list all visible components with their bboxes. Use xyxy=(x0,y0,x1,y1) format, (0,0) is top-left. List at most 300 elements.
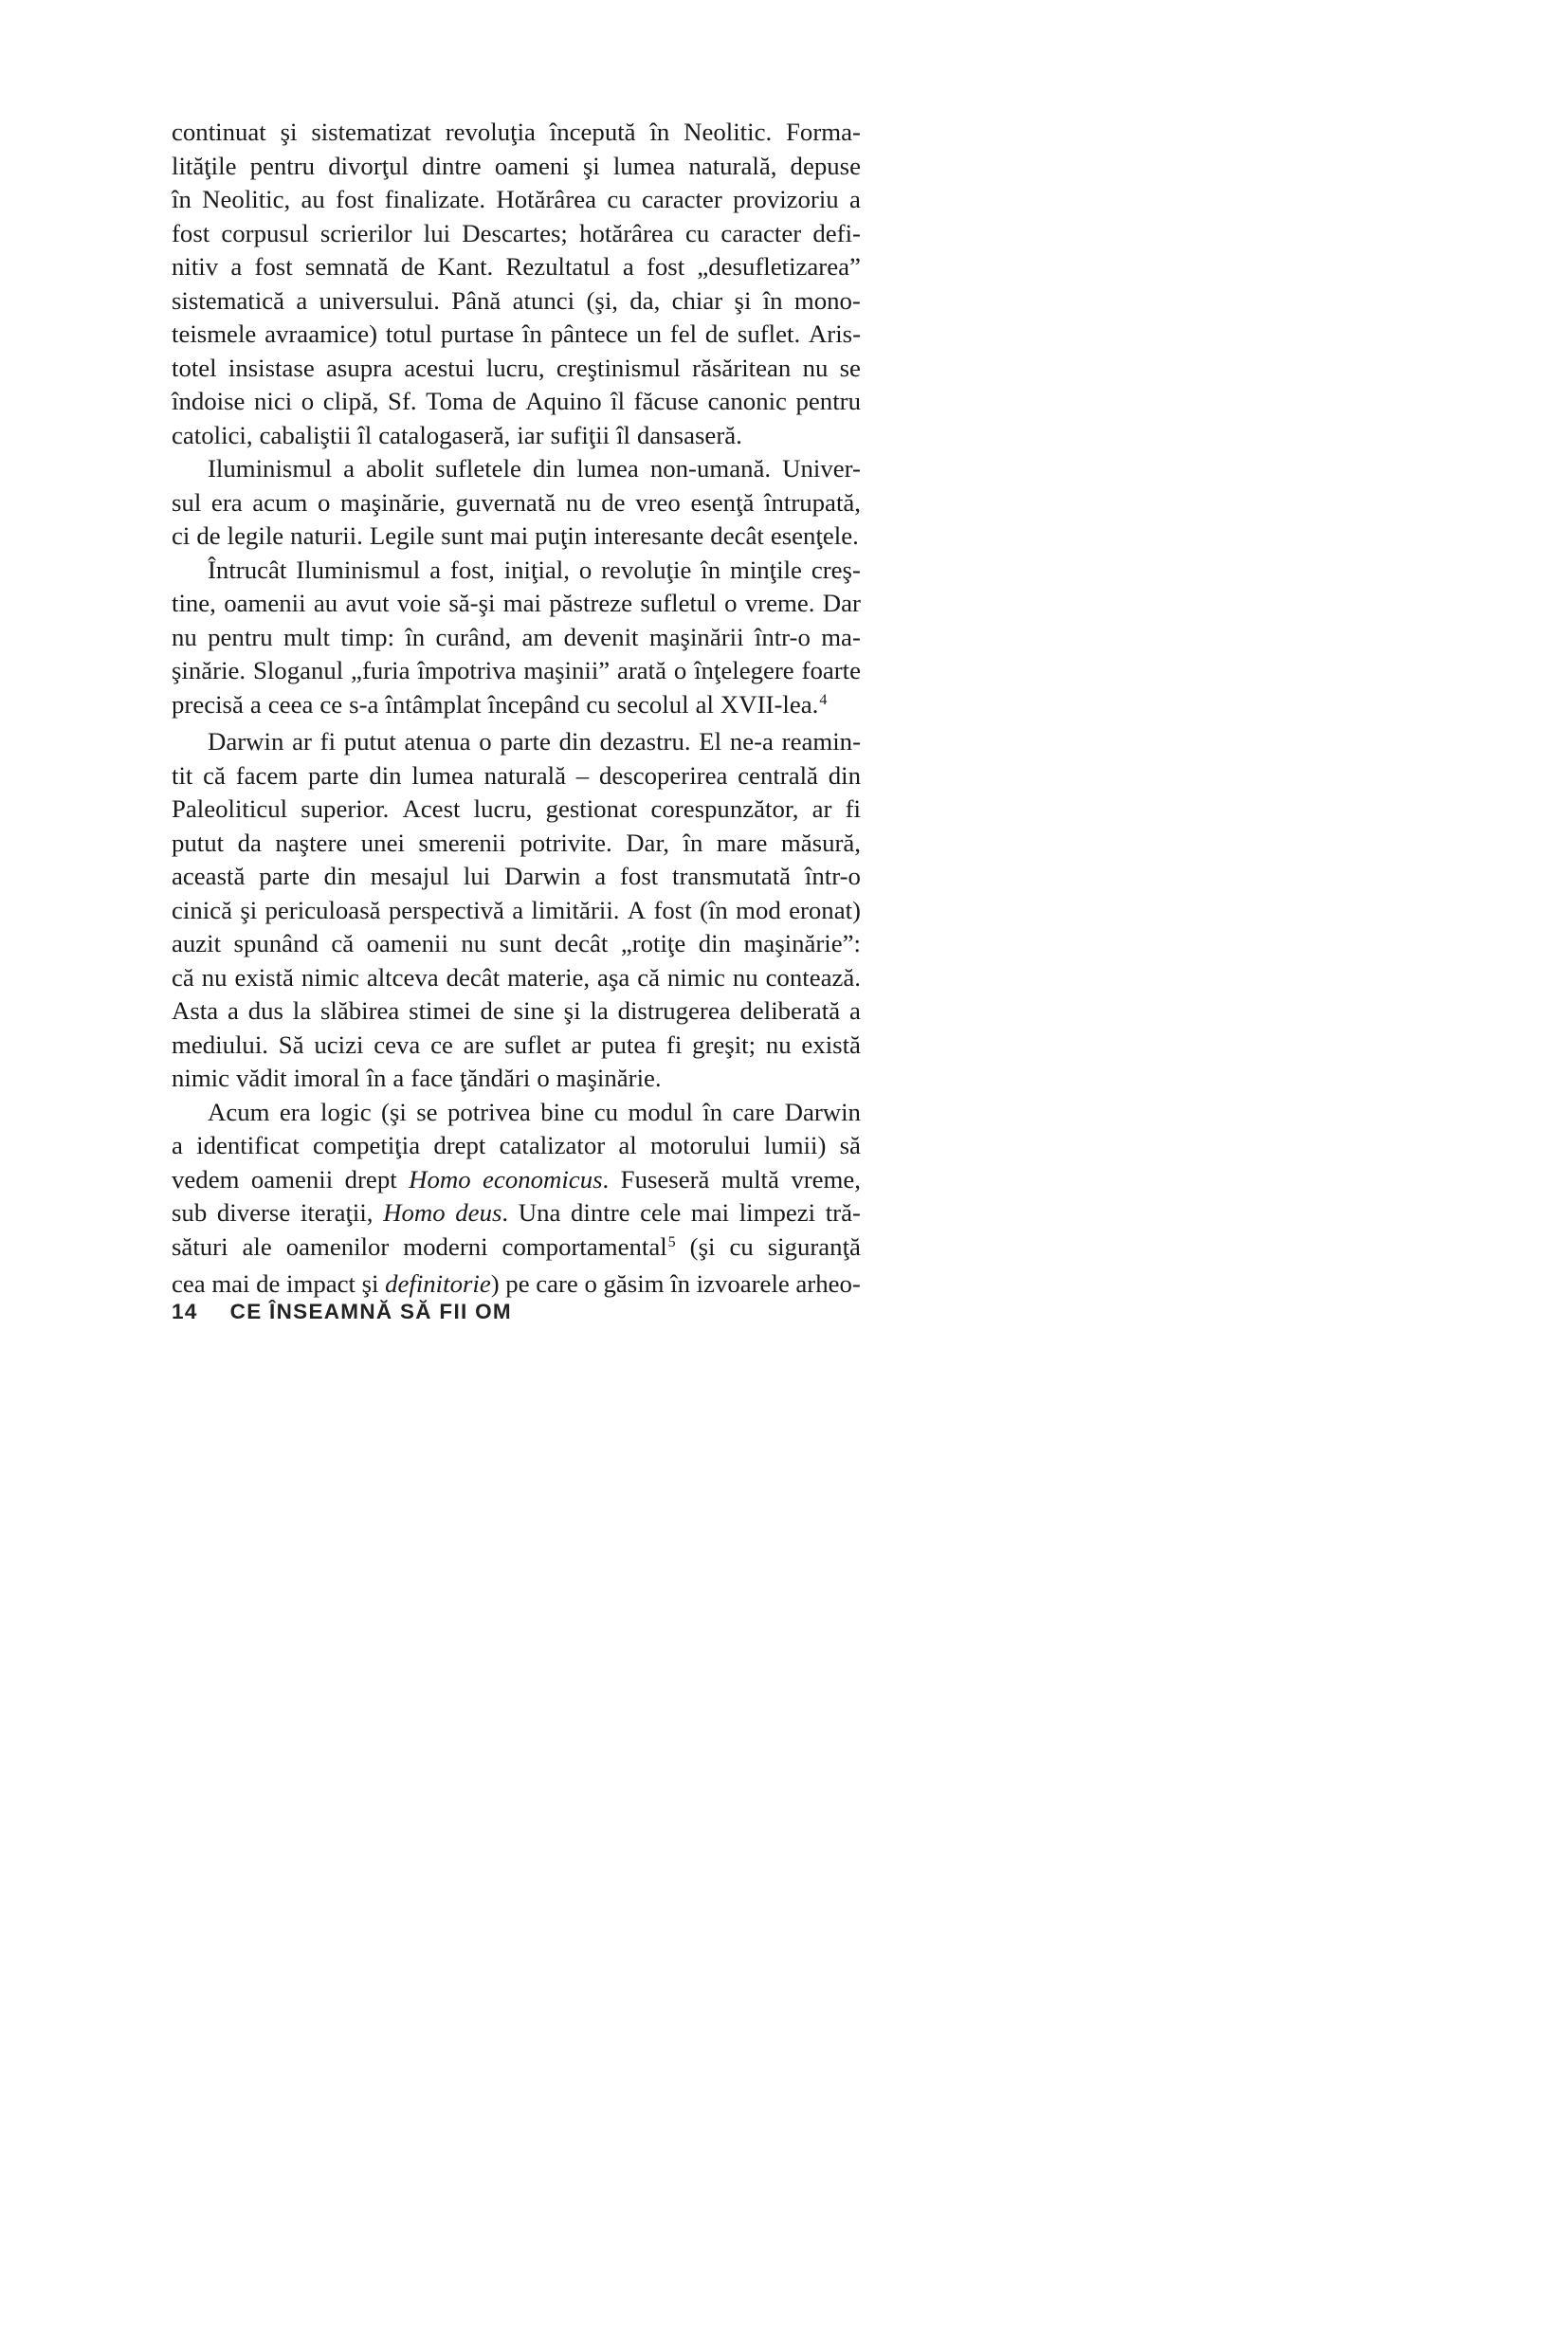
word xyxy=(230,250,242,284)
word xyxy=(801,1029,861,1063)
text-fragment: dezastru. xyxy=(599,727,691,756)
word xyxy=(345,1163,397,1197)
text-fragment: multă xyxy=(720,1164,779,1194)
text-fragment: măsură, xyxy=(780,828,861,857)
text-fragment: Homo xyxy=(383,1198,446,1227)
word xyxy=(441,318,514,352)
word xyxy=(172,1267,206,1302)
text-fragment: fost xyxy=(653,895,692,924)
word xyxy=(234,927,319,961)
word xyxy=(260,419,352,453)
word xyxy=(416,1096,437,1130)
text-fragment: definitorie xyxy=(385,1269,491,1298)
text-fragment: Aris- xyxy=(808,319,861,348)
word xyxy=(496,183,596,217)
word xyxy=(208,554,286,588)
text-fragment: altceva xyxy=(366,962,439,992)
word xyxy=(211,486,243,520)
word xyxy=(618,994,731,1029)
text-fragment: spunând xyxy=(233,929,319,957)
word xyxy=(613,150,675,184)
word xyxy=(690,1230,716,1268)
word xyxy=(594,1096,618,1130)
word xyxy=(464,1029,495,1063)
text-fragment: defi- xyxy=(812,218,861,247)
text-fragment: a xyxy=(249,689,262,719)
text-fragment: la xyxy=(590,996,609,1025)
word xyxy=(617,654,666,688)
word xyxy=(505,1267,529,1302)
paragraph xyxy=(172,116,861,452)
word xyxy=(626,827,669,861)
word xyxy=(361,827,405,861)
text-fragment: atenua xyxy=(404,727,471,756)
text-line xyxy=(172,318,861,352)
word xyxy=(172,116,266,150)
text-fragment: economicus xyxy=(483,1164,603,1194)
text-fragment: nu xyxy=(765,1030,792,1059)
text-fragment: sunt xyxy=(499,929,542,957)
word xyxy=(505,250,610,284)
word xyxy=(202,183,290,217)
word xyxy=(502,1230,676,1268)
text-fragment: că xyxy=(637,962,660,992)
text-fragment: . xyxy=(501,1198,509,1227)
text-fragment: esenţă xyxy=(690,487,755,517)
text-fragment: transmutată xyxy=(672,862,792,890)
text-line xyxy=(172,1267,861,1302)
text-fragment: catolici, xyxy=(172,420,253,449)
text-fragment: ne-a xyxy=(729,727,774,756)
word xyxy=(634,385,699,419)
word xyxy=(172,150,236,184)
word xyxy=(766,1029,792,1063)
word xyxy=(447,1096,531,1130)
text-fragment: care xyxy=(536,1269,578,1298)
word xyxy=(367,1062,387,1096)
text-fragment: scrierilor xyxy=(319,218,412,247)
word xyxy=(795,1267,860,1302)
word xyxy=(576,452,638,486)
word xyxy=(571,1029,591,1063)
text-fragment: a xyxy=(230,252,243,281)
word xyxy=(367,961,439,995)
word xyxy=(536,1267,578,1302)
word xyxy=(250,150,315,184)
text-fragment: Forma- xyxy=(786,118,861,146)
text-fragment: acum xyxy=(252,487,308,517)
text-line xyxy=(172,827,861,861)
text-fragment: insistase xyxy=(228,353,315,382)
word xyxy=(464,860,490,894)
word xyxy=(628,1096,692,1130)
word xyxy=(371,860,449,894)
word xyxy=(402,793,460,827)
text-fragment: din xyxy=(558,727,592,756)
word xyxy=(513,284,574,319)
word xyxy=(503,587,541,621)
text-fragment: putut xyxy=(172,828,225,857)
word xyxy=(694,654,794,688)
word xyxy=(500,725,551,759)
text-fragment: era xyxy=(210,487,243,517)
text-fragment: arată xyxy=(616,656,667,684)
text-fragment: decât xyxy=(710,521,764,550)
word xyxy=(551,419,611,453)
text-fragment: mai xyxy=(489,521,529,550)
word xyxy=(738,759,818,793)
text-fragment: puţin xyxy=(535,521,588,550)
text-fragment: a xyxy=(849,185,861,213)
word xyxy=(319,688,342,726)
page-footer xyxy=(172,1300,512,1324)
text-fragment: înţelegere xyxy=(694,656,794,684)
text-fragment: Darwin xyxy=(504,862,581,890)
text-fragment: nici xyxy=(253,387,293,415)
text-line xyxy=(172,385,861,419)
text-line xyxy=(172,150,861,184)
word xyxy=(172,793,287,827)
text-fragment: şi xyxy=(582,151,600,180)
text-fragment: să xyxy=(839,1131,861,1159)
text-fragment: o xyxy=(479,727,492,756)
text-fragment: vreme. xyxy=(744,589,815,617)
word xyxy=(684,116,772,150)
word xyxy=(764,486,861,520)
text-fragment: au xyxy=(313,589,338,617)
word xyxy=(512,894,523,928)
text-fragment: caracter xyxy=(641,185,722,213)
word xyxy=(409,994,471,1029)
word xyxy=(621,1163,710,1197)
text-line xyxy=(172,621,861,655)
text-line xyxy=(172,1029,861,1063)
text-fragment: cele xyxy=(640,1198,682,1227)
word xyxy=(264,318,377,352)
word xyxy=(256,1267,280,1302)
word xyxy=(172,1196,207,1230)
word xyxy=(369,759,401,793)
word xyxy=(730,725,774,759)
text-fragment: „furia xyxy=(351,656,410,684)
text-fragment: aşa xyxy=(597,962,630,992)
text-fragment: ţăndări xyxy=(459,1064,531,1092)
word xyxy=(217,1196,290,1230)
word xyxy=(254,250,292,284)
text-fragment: caracter xyxy=(720,218,802,247)
word xyxy=(436,621,512,655)
text-fragment: Hotărârea xyxy=(496,185,597,213)
text-fragment: de xyxy=(601,487,626,517)
text-fragment: există xyxy=(801,1030,861,1059)
text-fragment: are xyxy=(463,1030,495,1059)
text-fragment: Neolitic. xyxy=(684,118,773,146)
word xyxy=(211,1267,249,1302)
word xyxy=(768,1230,861,1268)
word xyxy=(422,150,482,184)
text-fragment: lumea xyxy=(576,454,639,483)
text-fragment: sul xyxy=(172,487,202,517)
text-fragment: ci xyxy=(172,521,191,550)
word xyxy=(730,554,802,588)
text-line xyxy=(172,994,861,1029)
word xyxy=(367,927,448,961)
word xyxy=(620,860,658,894)
page-number: 14 xyxy=(172,1300,198,1323)
text-fragment: Fuseseră xyxy=(620,1164,710,1194)
text-fragment: a xyxy=(392,1064,405,1092)
text-fragment: legile xyxy=(227,521,284,550)
word xyxy=(849,183,861,217)
text-fragment: s-a xyxy=(349,689,379,719)
word xyxy=(490,519,528,554)
word xyxy=(318,486,330,520)
text-fragment: a xyxy=(227,996,239,1025)
text-fragment: fi xyxy=(665,1030,683,1059)
word xyxy=(301,793,389,827)
text-fragment: ar xyxy=(571,1030,592,1059)
text-line xyxy=(172,961,861,995)
text-fragment: imoral xyxy=(293,1064,360,1092)
text-fragment: drept xyxy=(433,1131,486,1159)
word xyxy=(251,1163,333,1197)
word xyxy=(809,318,861,352)
word xyxy=(829,759,861,793)
text-fragment: continuat xyxy=(172,118,266,146)
text-fragment: sunt xyxy=(441,521,483,550)
text-fragment: motorului xyxy=(649,1131,751,1159)
text-fragment: se xyxy=(839,353,861,382)
word xyxy=(320,1096,372,1130)
text-fragment: şi xyxy=(240,895,258,924)
word xyxy=(796,385,861,419)
text-fragment: mult xyxy=(283,622,331,651)
word xyxy=(696,688,714,726)
word xyxy=(803,352,829,386)
word xyxy=(301,183,325,217)
text-fragment: îl xyxy=(611,387,626,415)
text-fragment: curând, xyxy=(435,622,512,651)
word xyxy=(600,725,691,759)
word xyxy=(172,927,221,961)
text-fragment: un xyxy=(636,319,662,348)
text-fragment: oamenilor xyxy=(285,1231,390,1261)
word xyxy=(739,994,840,1029)
word xyxy=(559,725,592,759)
word xyxy=(448,587,495,621)
word xyxy=(739,1196,815,1230)
word xyxy=(286,1267,356,1302)
text-fragment: Dar xyxy=(822,589,861,617)
text-fragment: purtase xyxy=(440,319,515,348)
text-fragment: Descartes; xyxy=(462,218,568,247)
text-fragment: deliberată xyxy=(739,996,841,1025)
word xyxy=(172,1129,183,1163)
word xyxy=(362,1267,379,1302)
text-fragment: lui xyxy=(463,862,491,890)
word xyxy=(649,116,669,150)
word xyxy=(766,961,861,995)
text-line xyxy=(172,654,861,688)
text-fragment: pântece xyxy=(550,319,629,348)
text-fragment: din xyxy=(369,760,402,790)
text-fragment: maşinii” xyxy=(523,656,611,684)
text-fragment: Sf. xyxy=(388,387,417,415)
word xyxy=(275,827,347,861)
word xyxy=(717,827,768,861)
word xyxy=(692,352,791,386)
text-fragment: superior. xyxy=(301,794,390,823)
text-fragment: fost xyxy=(620,862,659,890)
text-fragment: în xyxy=(649,118,670,146)
word xyxy=(349,688,378,726)
text-fragment: minţile xyxy=(730,555,802,584)
text-fragment: naturală xyxy=(483,760,566,790)
text-fragment: există xyxy=(234,962,294,992)
text-fragment: A xyxy=(627,895,647,924)
word xyxy=(791,1163,861,1197)
text-fragment: maşinărie, xyxy=(340,487,446,517)
text-fragment: sături xyxy=(172,1231,228,1261)
word xyxy=(802,654,861,688)
text-fragment: da, xyxy=(629,285,661,315)
word xyxy=(670,1267,690,1302)
text-fragment: Legile xyxy=(369,521,435,550)
text-fragment: în xyxy=(366,1064,387,1092)
word xyxy=(555,927,609,961)
word xyxy=(228,994,239,1029)
text-fragment: de xyxy=(256,1269,281,1298)
text-fragment: nu xyxy=(172,622,197,651)
text-fragment: de xyxy=(480,996,504,1025)
text-fragment: a xyxy=(343,454,355,483)
word xyxy=(462,217,568,251)
text-fragment: Iluminismul xyxy=(208,454,333,483)
word xyxy=(537,1062,549,1096)
word xyxy=(517,419,543,453)
word xyxy=(794,284,861,319)
text-fragment: sistematizat xyxy=(311,118,431,146)
text-fragment: cu xyxy=(729,1231,754,1261)
text-fragment: să-şi xyxy=(448,589,496,617)
word xyxy=(340,621,394,655)
text-fragment: dintre xyxy=(571,1198,630,1227)
word xyxy=(690,486,754,520)
text-fragment: o xyxy=(537,1064,550,1092)
word xyxy=(601,554,691,588)
paragraph xyxy=(172,554,861,726)
word xyxy=(849,994,861,1029)
text-fragment: eronat) xyxy=(789,895,861,924)
text-fragment: „desufletizarea” xyxy=(697,252,861,281)
text-fragment: stimei xyxy=(409,996,471,1025)
text-fragment: tine, xyxy=(172,589,216,617)
word xyxy=(621,927,685,961)
text-fragment: . xyxy=(602,1164,610,1194)
text-fragment: fost xyxy=(254,252,293,281)
text-fragment: decât xyxy=(554,929,609,957)
word xyxy=(290,519,363,554)
text-fragment: mediului. xyxy=(172,1030,268,1059)
word xyxy=(238,827,262,861)
text-fragment: creş- xyxy=(811,555,861,584)
word xyxy=(172,994,218,1029)
text-fragment: şi xyxy=(361,1269,379,1298)
text-fragment: a xyxy=(296,285,308,315)
word xyxy=(280,1096,311,1130)
text-fragment: suflet xyxy=(504,1030,561,1059)
word xyxy=(642,183,722,217)
text-fragment: ceea xyxy=(267,689,314,719)
text-fragment: nu xyxy=(201,962,228,992)
word xyxy=(437,250,493,284)
text-fragment: iniţial, xyxy=(503,555,570,584)
text-line xyxy=(172,183,861,217)
word xyxy=(653,894,691,928)
text-fragment: începând xyxy=(487,689,580,719)
word xyxy=(385,688,481,726)
word xyxy=(616,419,630,453)
text-fragment: fi xyxy=(845,794,861,823)
word xyxy=(579,554,592,588)
word xyxy=(301,1196,374,1230)
word xyxy=(403,1230,487,1268)
text-fragment: deus xyxy=(455,1198,502,1227)
text-fragment: izvoarele xyxy=(696,1269,790,1298)
text-fragment: catalizator xyxy=(499,1131,606,1159)
word xyxy=(296,554,420,588)
word xyxy=(411,759,473,793)
word xyxy=(397,587,441,621)
text-fragment: ) xyxy=(490,1269,500,1298)
word xyxy=(320,994,399,1029)
word xyxy=(228,352,315,386)
text-fragment: sistematică xyxy=(172,285,285,315)
text-fragment: auzit xyxy=(172,929,222,957)
word xyxy=(823,587,861,621)
text-fragment: potrivea xyxy=(447,1097,531,1126)
word xyxy=(702,1096,722,1130)
word xyxy=(540,1096,584,1130)
text-fragment: în xyxy=(701,555,721,584)
word xyxy=(253,654,343,688)
word xyxy=(721,1163,779,1197)
paragraph xyxy=(172,725,861,1096)
word xyxy=(771,519,859,554)
word xyxy=(336,183,374,217)
word xyxy=(447,961,501,995)
text-fragment: Aquino xyxy=(525,387,602,415)
word xyxy=(450,554,495,588)
text-fragment: sufiţii xyxy=(550,420,611,449)
word xyxy=(745,587,815,621)
word xyxy=(492,385,516,419)
text-fragment: această xyxy=(172,862,246,890)
text-fragment: acestui xyxy=(404,353,475,382)
text-fragment: găsim xyxy=(603,1269,665,1298)
text-fragment: că xyxy=(172,962,194,992)
text-fragment: gestionat xyxy=(545,794,638,823)
text-fragment: revoluţia xyxy=(445,118,536,146)
text-fragment: care xyxy=(732,1097,775,1126)
word xyxy=(550,116,636,150)
text-line xyxy=(172,352,861,386)
text-fragment: dintre xyxy=(422,151,482,180)
word xyxy=(429,554,441,588)
word xyxy=(785,1096,861,1130)
text-fragment: oamenii xyxy=(366,929,448,957)
text-fragment: în xyxy=(172,185,191,213)
